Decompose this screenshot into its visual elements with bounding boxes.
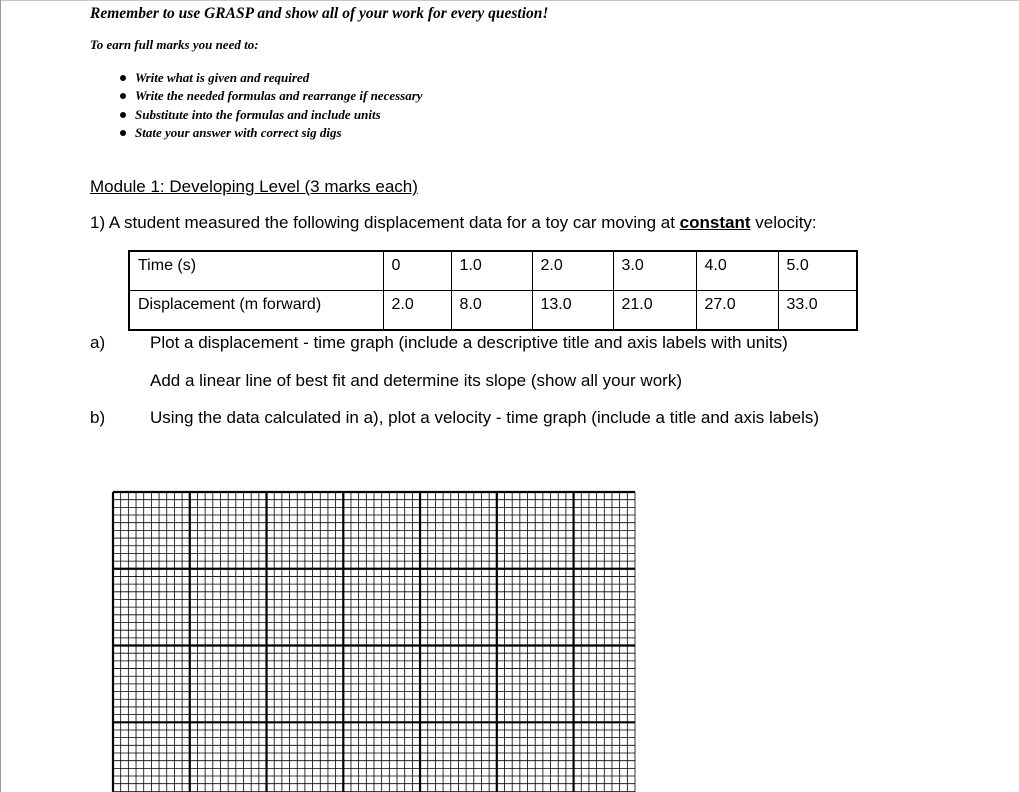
table-row bbox=[129, 291, 857, 331]
table-cell: 21.0 bbox=[613, 291, 696, 331]
page-top-edge bbox=[0, 0, 1019, 1]
grasp-reminder: Remember to use GRASP and show all of your work for every question! bbox=[90, 5, 549, 22]
page-left-edge bbox=[0, 0, 1, 792]
module-title: Module 1: Developing Level (3 marks each) bbox=[90, 177, 418, 196]
part-b-instruction: Using the data calculated in a), plot a velocity - time graph (include a title and axis labels) bbox=[150, 408, 820, 427]
table-cell: 2.0 bbox=[532, 251, 613, 291]
table-cell: 13.0 bbox=[532, 291, 613, 331]
list-item: State your answer with correct sig digs bbox=[118, 124, 423, 142]
table-cell: 1.0 bbox=[451, 251, 532, 291]
graph-paper[interactable] bbox=[111, 490, 638, 792]
data-table bbox=[128, 250, 858, 331]
table-cell: 2.0 bbox=[383, 291, 451, 331]
table-cell: 3.0 bbox=[613, 251, 696, 291]
question-1 bbox=[90, 213, 817, 233]
list-item: Substitute into the formulas and include units bbox=[118, 106, 423, 124]
table-cell: 8.0 bbox=[451, 291, 532, 331]
requirements-list bbox=[118, 69, 423, 142]
table-cell: Time (s) bbox=[129, 251, 383, 291]
part-a-label: a) bbox=[90, 333, 106, 352]
table-cell: 33.0 bbox=[778, 291, 857, 331]
question-1-emphasis: constant bbox=[679, 213, 751, 232]
part-a-instruction-2: Add a linear line of best fit and determine its slope (show all your work) bbox=[150, 371, 682, 390]
table-cell: 4.0 bbox=[696, 251, 778, 291]
list-item: Write what is given and required bbox=[118, 69, 423, 87]
table-row bbox=[129, 251, 857, 291]
part-a-instruction: Plot a displacement - time graph (include a descriptive title and axis labels with units) bbox=[150, 333, 788, 352]
question-1-prefix: 1) A student measured the following displacement data for a toy car moving at bbox=[90, 213, 680, 232]
table-cell: 0 bbox=[383, 251, 451, 291]
question-1-suffix: velocity: bbox=[750, 213, 817, 232]
table-cell: 27.0 bbox=[696, 291, 778, 331]
part-b-label: b) bbox=[90, 408, 106, 427]
table-cell: 5.0 bbox=[778, 251, 857, 291]
full-marks-heading: To earn full marks you need to: bbox=[90, 37, 259, 52]
table-cell: Displacement (m forward) bbox=[129, 291, 383, 331]
list-item: Write the needed formulas and rearrange if necessary bbox=[118, 87, 423, 105]
